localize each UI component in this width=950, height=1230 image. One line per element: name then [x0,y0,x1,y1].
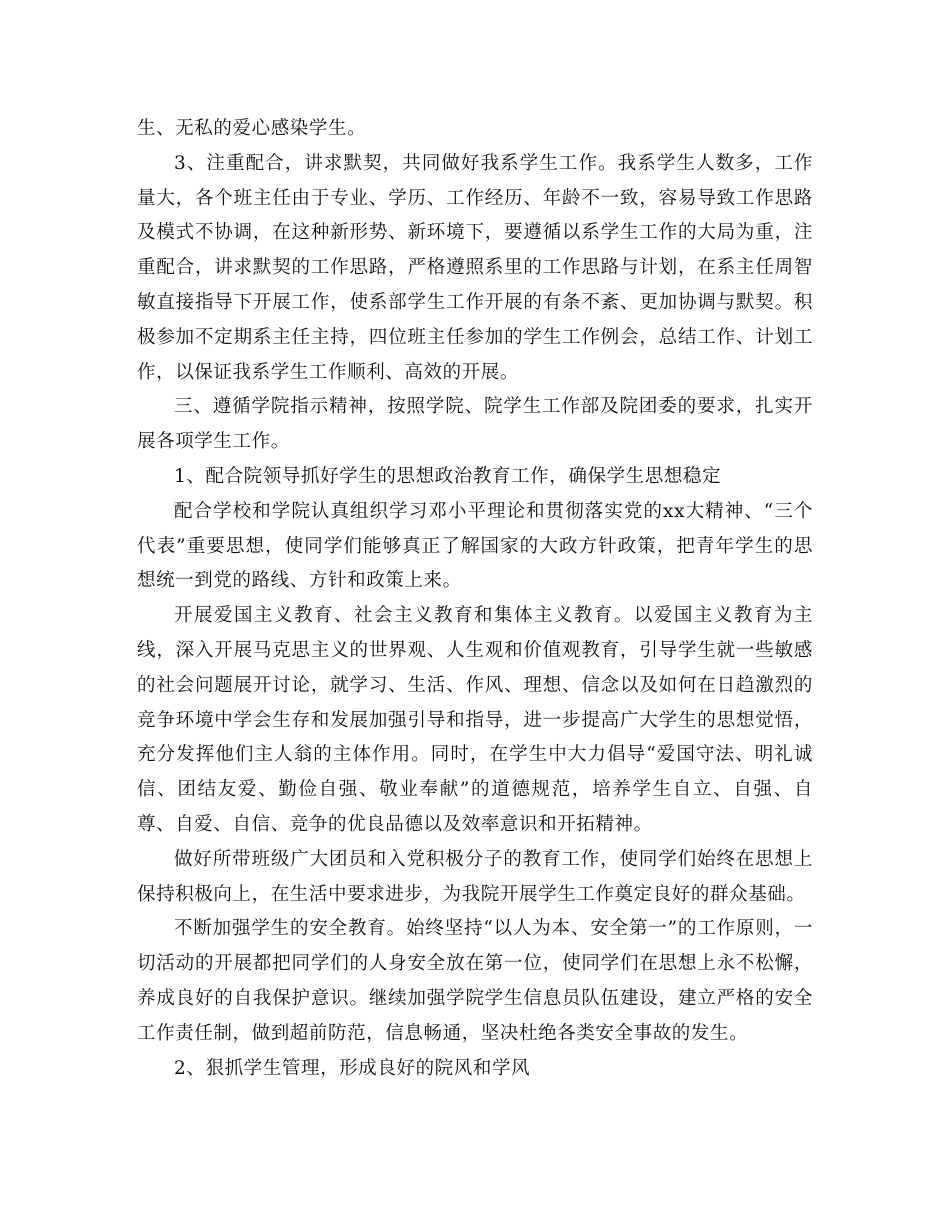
paragraph-patriotic-education: 开展爱国主义教育、社会主义教育和集体主义教育。以爱国主义教育为主线，深入开展马克思主义的世界观、人生观和价值观教育，引导学生就一些敏感的社会问题展开讨论，就学习、生活、作风、理想、信念以及如何在日趋激烈的竞争环境中学会生存和发展加强引导和指导，进一步提高广大学生的思想觉悟，充分发挥他们主人翁的主体作用。同时，在学生中大力倡导“爱国守法、明礼诚信、团结友爱、勤俭自强、敬业奉献”的道德规范，培养学生自立、自强、自尊、自爱、自信、竞争的优良品德以及效率意识和开拓精神。 [137,605,813,835]
subheading-student-management: 2、狠抓学生管理，形成良好的院风和学风 [174,1057,531,1079]
paragraph-continuation: 生、无私的爱心感染学生。 [137,118,367,139]
paragraph-cooperation: 3、注重配合，讲求默契，共同做好我系学生工作。我系学生人数多，工作量大，各个班主任由于专业、学历、工作经历、年龄不一致，容易导致工作思路及模式不协调，在这种新形势、新环境下，要遵循以系学生工作的大局为重，注重配合，讲求默契的工作思路，严格遵照系里的工作思路与计划，在系主任周智敏直接指导下开展工作，使系部学生工作开展的有条不紊、更加协调与默契。积极参加不定期系主任主持，四位班主任参加的学生工作例会，总结工作、计划工作，以保证我系学生工作顺利、高效的开展。 [137,152,813,383]
subheading-political-education: 1、配合院领导抓好学生的思想政治教育工作，确保学生思想稳定 [174,465,722,487]
paragraph-theory-study: 配合学校和学院认真组织学习邓小平理论和贯彻落实党的xx大精神、“三个代表”重要思想，使同学们能够真正了解国家的大政方针政策，把青年学生的思想统一到党的路线、方针和政策上来。 [137,500,813,592]
document-body [137,112,813,1086]
paragraph-safety-education: 不断加强学生的安全教育。始终坚持“以人为本、安全第一”的工作原则，一切活动的开展都把同学们的人身安全放在第一位，使同学们在思想上永不松懈，养成良好的自我保护意识。继续加强学院学生信息员队伍建设，建立严格的安全工作责任制，做到超前防范，信息畅通，坚决杜绝各类安全事故的发生。 [137,918,813,1044]
section-heading-three: 三、遵循学院指示精神，按照学院、院学生工作部及院团委的要求，扎实开展各项学生工作。 [137,396,813,453]
paragraph-league-members: 做好所带班级广大团员和入党积极分子的教育工作，使同学们始终在思想上保持积极向上，在生活中要求进步，为我院开展学生工作奠定良好的群众基础。 [137,848,813,905]
